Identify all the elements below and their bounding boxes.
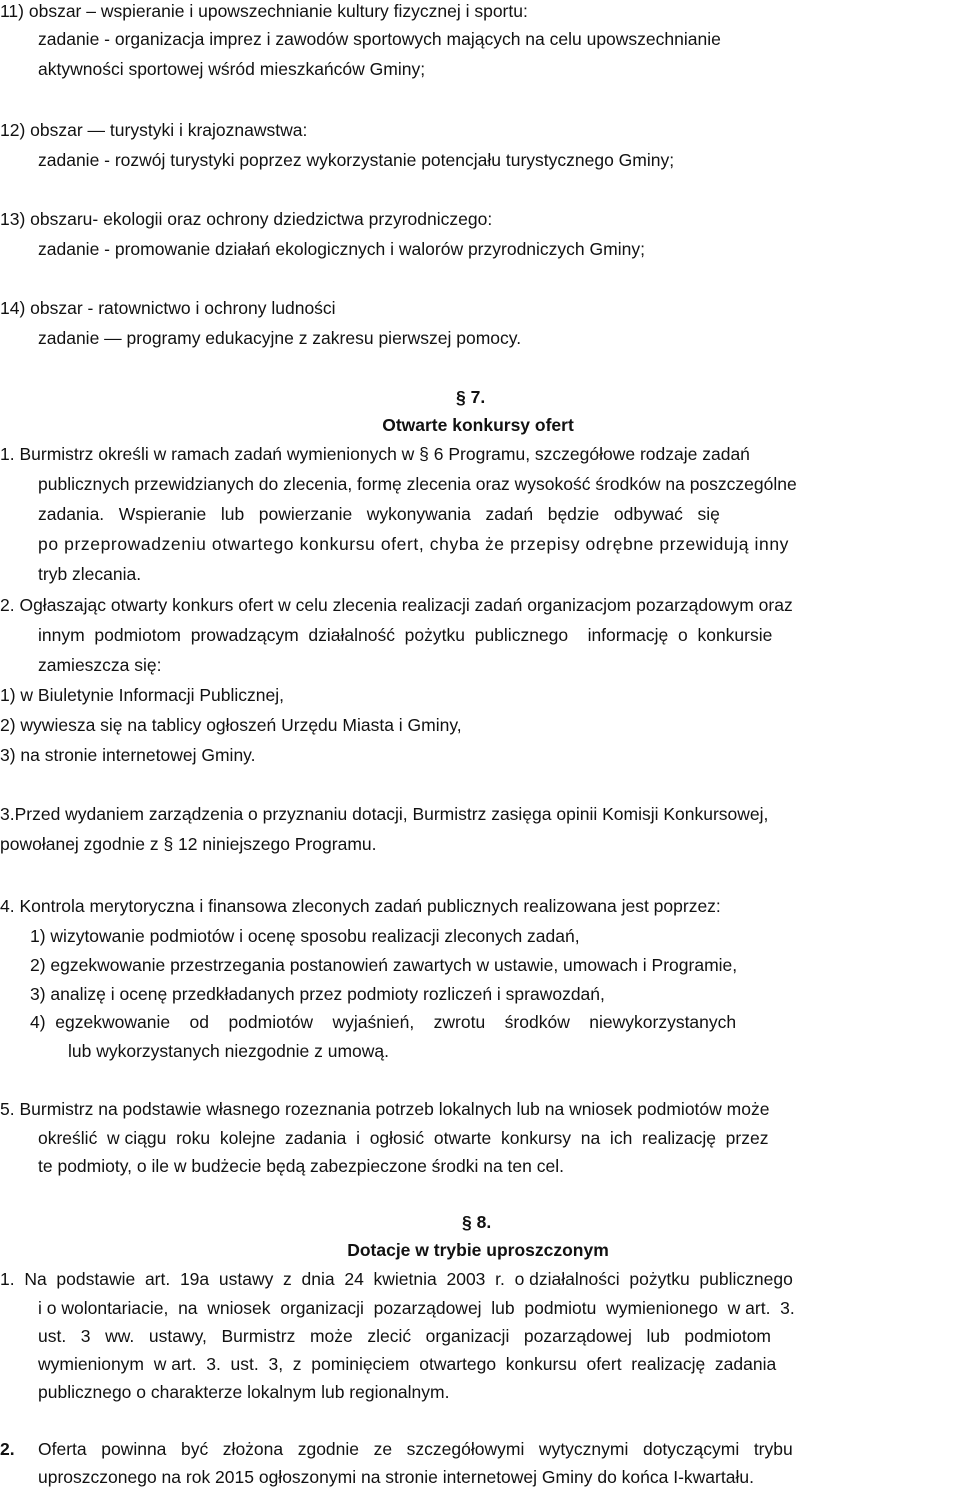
- p8-point-1-line-2: i o wolontariacie, na wniosek organizacji pozarządowej lub podmiotu wymienionego w art. 3.: [38, 1298, 795, 1318]
- p7-point-1-line-3: zadania. Wspieranie lub powierzanie wykonywania zadań będzie odbywać się: [38, 504, 720, 524]
- p7-point-3-line-1: 3.Przed wydaniem zarządzenia o przyznaniu dotacji, Burmistrz zasięga opinii Komisji Konkursowej,: [0, 804, 769, 824]
- p7-point-4-list-3: 3) analizę i ocenę przedkładanych przez podmioty rozliczeń i sprawozdań,: [30, 984, 605, 1004]
- section-13-title: 13) obszaru- ekologii oraz ochrony dziedzictwa przyrodniczego:: [0, 209, 493, 229]
- p7-point-2-line-1: 2. Ogłaszając otwarty konkurs ofert w celu zlecenia realizacji zadań organizacjom pozarządowym oraz: [0, 595, 793, 615]
- section-11-title: 11) obszar – wspieranie i upowszechnianie kultury fizycznej i sportu:: [0, 1, 528, 21]
- p8-point-1-line-5: publicznego o charakterze lokalnym lub regionalnym.: [38, 1382, 450, 1402]
- p8-point-2-number: 2.: [0, 1439, 15, 1459]
- p7-point-2-line-2: innym podmiotom prowadzącym działalność pożytku publicznego informację o konkursie: [38, 625, 773, 645]
- p7-point-1-line-1: 1. Burmistrz określi w ramach zadań wymienionych w § 6 Programu, szczegółowe rodzaje zadań: [0, 444, 750, 464]
- p7-point-4-list-4: 4) egzekwowanie od podmiotów wyjaśnień, zwrotu środków niewykorzystanych: [30, 1012, 737, 1032]
- p7-point-2-list-1: 1) w Biuletynie Informacji Publicznej,: [0, 685, 285, 705]
- section-13-task: zadanie - promowanie działań ekologicznych i walorów przyrodniczych Gminy;: [38, 239, 645, 259]
- p7-point-5-line-3: te podmioty, o ile w budżecie będą zabezpieczone środki na ten cel.: [38, 1156, 564, 1176]
- section-14-title: 14) obszar - ratownictwo i ochrony ludności: [0, 298, 336, 318]
- p7-point-3-line-2: powołanej zgodnie z § 12 niniejszego Programu.: [0, 834, 377, 854]
- p8-point-2-line-2: uproszczonego na rok 2015 ogłoszonymi na stronie internetowej Gminy do końca I-kwartału.: [38, 1467, 754, 1487]
- paragraph-7-heading: Otwarte konkursy ofert: [382, 415, 574, 435]
- p7-point-1-line-4: po przeprowadzeniu otwartego konkursu ofert, chyba że przepisy odrębne przewidują inny: [38, 534, 790, 554]
- p7-point-4-line-1: 4. Kontrola merytoryczna i finansowa zleconych zadań publicznych realizowana jest poprzez:: [0, 896, 721, 916]
- p7-point-4-list-1: 1) wizytowanie podmiotów i ocenę sposobu realizacji zleconych zadań,: [30, 926, 580, 946]
- p7-point-1-line-2: publicznych przewidzianych do zlecenia, formę zlecenia oraz wysokość środków na poszczególne: [38, 474, 797, 494]
- section-11-task-line-2: aktywności sportowej wśród mieszkańców Gminy;: [38, 59, 426, 79]
- section-12-task: zadanie - rozwój turystyki poprzez wykorzystanie potencjału turystycznego Gminy;: [38, 150, 675, 170]
- section-12-title: 12) obszar — turystyki i krajoznawstwa:: [0, 120, 308, 140]
- section-14-task: zadanie — programy edukacyjne z zakresu pierwszej pomocy.: [38, 328, 522, 348]
- p8-point-1-line-1: 1. Na podstawie art. 19a ustawy z dnia 24 kwietnia 2003 r. o działalności pożytku publicznego: [0, 1269, 793, 1289]
- p8-point-1-line-4: wymienionym w art. 3. ust. 3, z pominięciem otwartego konkursu ofert realizację zadania: [38, 1354, 777, 1374]
- paragraph-8-heading: Dotacje w trybie uproszczonym: [347, 1240, 609, 1260]
- p7-point-2-line-3: zamieszcza się:: [38, 655, 162, 675]
- section-11-task-line-1: zadanie - organizacja imprez i zawodów sportowych mających na celu upowszechnianie: [38, 29, 721, 49]
- p7-point-4-list-2: 2) egzekwowanie przestrzegania postanowień zawartych w ustawie, umowach i Programie,: [30, 955, 738, 975]
- p8-point-2-line-1: Oferta powinna być złożona zgodnie ze szczegółowymi wytycznymi dotyczącymi trybu: [38, 1439, 793, 1459]
- paragraph-8-number: § 8.: [462, 1212, 492, 1232]
- p8-point-1-line-3: ust. 3 ww. ustawy, Burmistrz może zlecić organizacji pozarządowej lub podmiotom: [38, 1326, 772, 1346]
- paragraph-7-number: § 7.: [456, 387, 486, 407]
- p7-point-5-line-2: określić w ciągu roku kolejne zadania i ogłosić otwarte konkursy na ich realizację przez: [38, 1128, 769, 1148]
- p7-point-2-list-3: 3) na stronie internetowej Gminy.: [0, 745, 256, 765]
- p7-point-5-line-1: 5. Burmistrz na podstawie własnego rozeznania potrzeb lokalnych lub na wniosek podmiotów może: [0, 1099, 770, 1119]
- p7-point-1-line-5: tryb zlecania.: [38, 564, 142, 584]
- p7-point-2-list-2: 2) wywiesza się na tablicy ogłoszeń Urzędu Miasta i Gminy,: [0, 715, 462, 735]
- p7-point-4-list-4-cont: lub wykorzystanych niezgodnie z umową.: [68, 1041, 389, 1061]
